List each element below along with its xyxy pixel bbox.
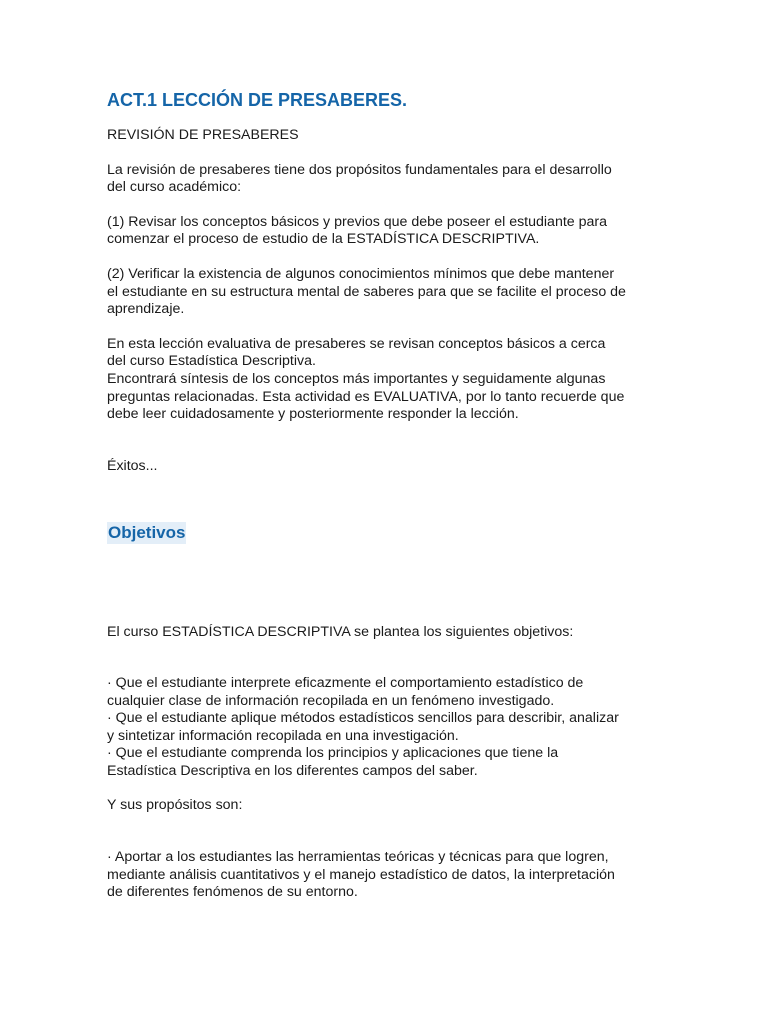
lesson-line: debe leer cuidadosamente y posteriormente responder la lección.: [107, 406, 519, 423]
purpose-2-line: aprendizaje.: [107, 301, 185, 318]
document-title: ACT.1 LECCIÓN DE PRESABERES.: [107, 90, 408, 110]
objective-line: y sintetizar información recopilada en una investigación.: [107, 727, 459, 744]
purpose-line: · Aportar a los estudiantes las herramientas teóricas y técnicas para que logren,: [107, 849, 609, 866]
purpose-line: mediante análisis cuantitativos y el manejo estadístico de datos, la interpretación: [107, 866, 615, 883]
objective-line: cualquier clase de información recopilada en un fenómeno investigado.: [107, 692, 555, 709]
purpose-line: de diferentes fenómenos de su entorno.: [107, 884, 358, 901]
purpose-2-paragraph: [107, 266, 667, 319]
lesson-line: En esta lección evaluativa de presaberes se revisan conceptos básicos a cerca: [107, 335, 606, 352]
purpose-2-line: el estudiante en su estructura mental de saberes para que se facilite el proceso de: [107, 283, 626, 300]
lesson-line: preguntas relacionadas. Esta actividad es EVALUATIVA, por lo tanto recuerde que: [107, 388, 625, 405]
objectives-list: [107, 675, 667, 781]
closing-text: Éxitos...: [107, 457, 158, 474]
objectives-heading-row: [107, 522, 667, 544]
objective-line: · Que el estudiante aplique métodos estadísticos sencillos para describir, analizar: [107, 710, 619, 727]
intro-line: La revisión de presaberes tiene dos propósitos fundamentales para el desarrollo: [107, 161, 612, 178]
document-page: [107, 88, 667, 902]
purpose-1-line: comenzar el proceso de estudio de la ESTADÍSTICA DESCRIPTIVA.: [107, 231, 540, 248]
objective-line: · Que el estudiante comprenda los principios y aplicaciones que tiene la: [107, 745, 559, 762]
purpose-2-line: (2) Verificar la existencia de algunos conocimientos mínimos que debe mantener: [107, 265, 615, 282]
lesson-line: Encontrará síntesis de los conceptos más importantes y seguidamente algunas: [107, 370, 606, 387]
objectives-intro: El curso ESTADÍSTICA DESCRIPTIVA se plantea los siguientes objetivos:: [107, 624, 574, 641]
objectives-heading: Objetivos: [108, 523, 186, 543]
lesson-line: del curso Estadística Descriptiva.: [107, 353, 316, 370]
purposes-list: [107, 849, 667, 902]
purposes-intro: Y sus propósitos son:: [107, 797, 243, 814]
objective-line: Estadística Descriptiva en los diferentes campos del saber.: [107, 762, 478, 779]
objective-line: · Que el estudiante interprete eficazmente el comportamiento estadístico de: [107, 674, 584, 691]
purpose-1-paragraph: [107, 214, 667, 249]
purpose-1-line: (1) Revisar los conceptos básicos y previos que debe poseer el estudiante para: [107, 213, 607, 230]
intro-line: del curso académico:: [107, 179, 242, 196]
lesson-paragraph: [107, 336, 667, 424]
intro-paragraph: [107, 162, 667, 197]
section-subtitle: REVISIÓN DE PRESABERES: [107, 127, 299, 143]
